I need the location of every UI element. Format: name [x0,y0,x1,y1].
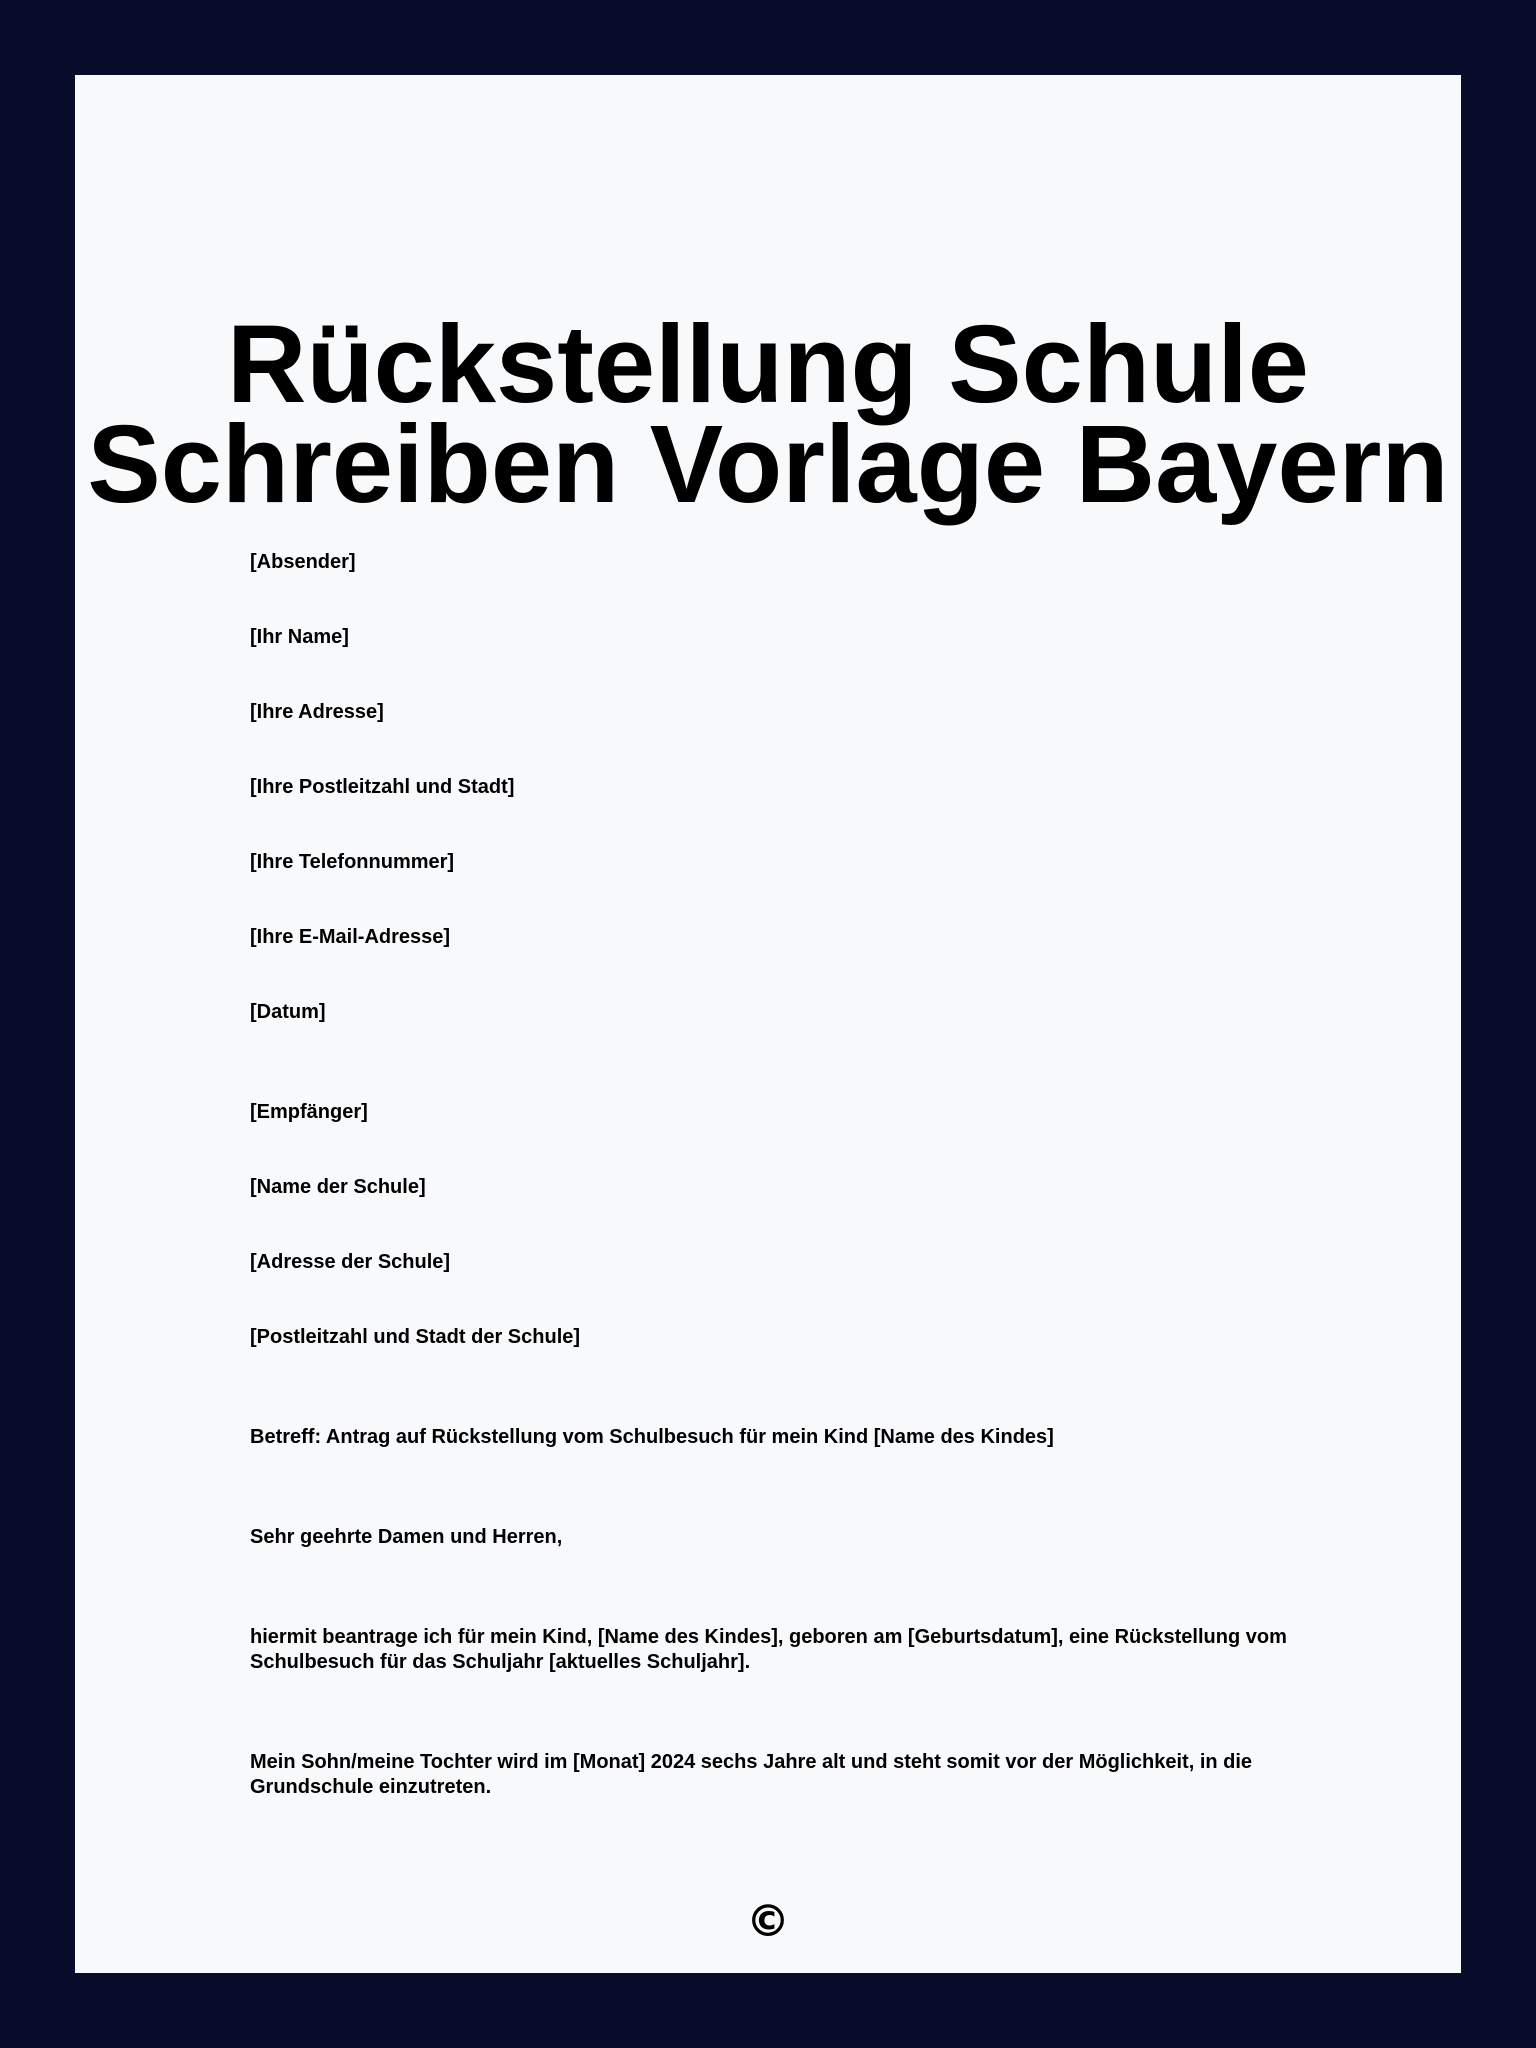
recipient-school-address: [Adresse der Schule] [250,1251,451,1273]
sender-postal-city: [Ihre Postleitzahl und Stadt] [250,776,515,798]
page-title [75,303,1461,526]
sender-phone: [Ihre Telefonnummer] [250,851,455,873]
letter-body [250,550,1350,1850]
title-line-1: Rückstellung Schule [227,303,1309,426]
copyright-icon: © [746,1896,790,1947]
recipient-school-name: [Name der Schule] [250,1176,426,1198]
letter-salutation: Sehr geehrte Damen und Herren, [250,1526,563,1548]
document-page [75,75,1461,1973]
sender-email: [Ihre E-Mail-Adresse] [250,926,451,948]
sender-address: [Ihre Adresse] [250,701,384,723]
sender-heading: [Absender] [250,551,356,573]
sender-name: [Ihr Name] [250,626,349,648]
letter-date: [Datum] [250,1001,326,1023]
recipient-school-postal-city: [Postleitzahl und Stadt der Schule] [250,1326,581,1348]
letter-paragraph-2: Mein Sohn/meine Tochter wird im [Monat] 2024 sechs Jahre alt und steht somit vor der Möglichkeit, in die Grundschule einzutreten. [250,1751,1253,1798]
recipient-heading: [Empfänger] [250,1101,368,1123]
letter-paragraph-1: hiermit beantrage ich für mein Kind, [Name des Kindes], geboren am [Geburtsdatum], eine Rückstellung vom Schulbesuch für das Schuljahr [aktuelles Schuljahr]. [250,1626,1287,1673]
letter-subject: Betreff: Antrag auf Rückstellung vom Schulbesuch für mein Kind [Name des Kindes] [250,1426,1054,1448]
title-line-2: Schreiben Vorlage Bayern [87,403,1449,526]
